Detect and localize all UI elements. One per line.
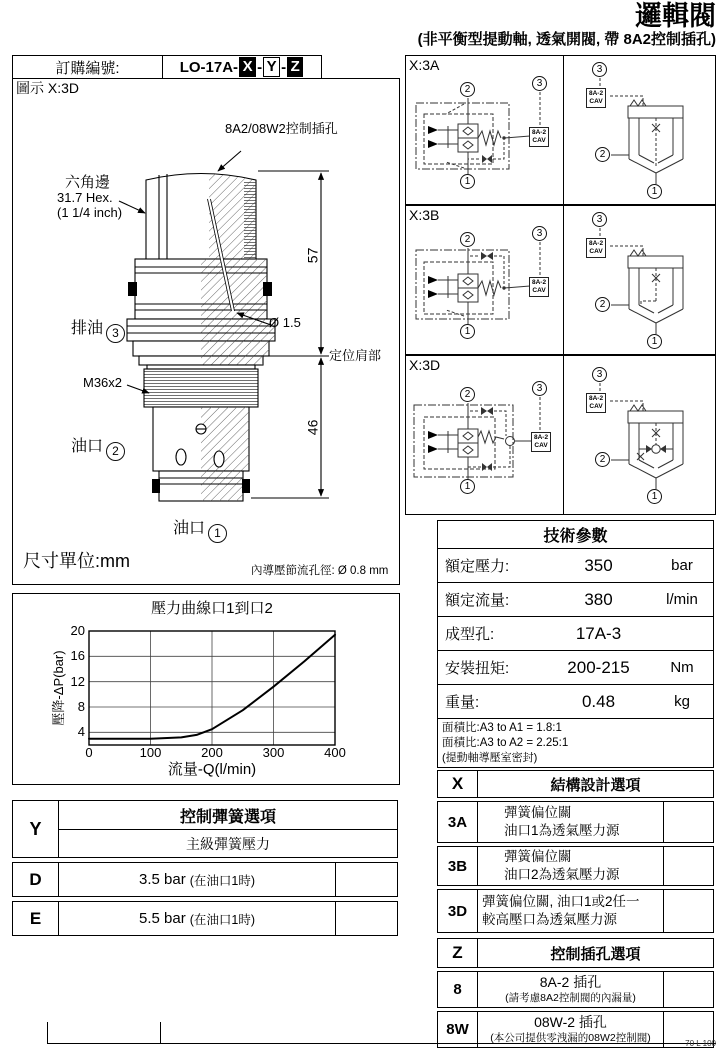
area-ratio-note-3: (提動軸導壓室密封) [442,751,538,764]
page-subtitle: (非平衡型提動軸, 透氣開閥, 帶 8A2控制插孔) [417,31,716,48]
design-options-table [437,770,714,933]
order-number-bar [12,55,322,79]
thread-callout: M36x2 [83,375,123,390]
cav-tag-line1: 8A-2 [532,129,547,136]
control-cavity-callout: 8A2/08W2控制插孔 [225,121,338,136]
pilot-orifice-note: 內導壓節流孔徑: Ø 0.8 mm [251,565,389,577]
design-option-line1: 彈簧偏位關 [504,849,572,865]
hex-callout-cn: 六角邊 [65,174,111,191]
cavity-table-header [437,938,714,968]
design-option-key: 3B [438,847,478,885]
cav-tag-line1: 8A-2 [534,434,549,441]
design-option-key: 3A [438,802,478,842]
spring-options-table [12,800,398,936]
design-option-row-3a [437,801,714,843]
port-2-circle: 2 [106,442,125,461]
orifice-dia-callout: Ø 1.5 [269,315,301,330]
param-name: 額定壓力: [445,558,510,575]
cav-tag-line1: 8A-2 [589,395,604,402]
chart-panel [12,593,400,785]
param-row-weight [438,684,713,718]
cav-tag [529,127,549,147]
port-3-label: 3 [532,76,547,91]
unit-note: 尺寸單位:mm [23,551,130,571]
param-unit: Nm [670,659,694,676]
param-name: 額定流量: [445,592,510,609]
cav-tag [586,393,606,413]
tech-params-table [437,520,714,768]
design-option-line2: 較高壓口為透氣壓力源 [482,912,617,927]
spring-option-value: 3.5 bar [139,871,186,888]
port-3-label: 3 [532,226,547,241]
order-code-sep1: - [257,58,263,76]
port-1-label: 1 [647,184,662,199]
spring-option-row-d [12,862,398,897]
cavity-option-line1: 8A-2 插孔 [539,974,602,991]
y-tick-label: 12 [70,673,85,689]
x-tick-label: 400 [324,745,346,760]
param-row-torque [438,650,713,684]
param-row-flow [438,582,713,616]
x-tick-label: 300 [262,745,285,760]
y-tick-label: 20 [70,623,85,638]
hydraulic-symbol-simplified [563,361,717,511]
param-value: 200-215 [567,657,630,677]
cav-tag-line2: CAV [589,97,603,105]
cav-tag-line2: CAV [589,402,603,410]
area-ratio-notes [438,718,713,767]
design-option-key: 3D [438,890,478,932]
drain-port-callout [71,319,125,343]
footer-note: 70 L 100 [685,1039,716,1048]
schematic-panel-x3d [405,355,716,515]
design-table-header [437,770,714,798]
drain-port-text: 排油 [71,320,104,337]
param-name: 成型孔: [445,626,495,643]
spring-table-key: Y [13,801,59,857]
y-tick-label: 8 [77,699,85,714]
cav-tag-line2: CAV [589,247,603,255]
spring-table-subtitle: 主級彈簧壓力 [186,835,270,852]
cav-tag-line1: 8A-2 [532,279,547,286]
param-value: 380 [584,589,613,609]
empty-option-cell [663,802,713,842]
footer-table-line [47,1043,716,1044]
port-1-label: 1 [647,334,662,349]
port-2-label: 2 [595,452,610,467]
chart-title: 壓力曲線口1到口2 [151,600,273,617]
spring-option-value: 5.5 bar [139,910,186,927]
y-tick-label: 4 [77,724,85,740]
port-2-callout [71,437,125,461]
main-drawing-panel [12,78,400,585]
cavity-option-line1: 08W-2 插孔 [534,1014,607,1031]
chart-x-axis-label: 流量-Q(l/min) [167,761,257,778]
port-1-label: 1 [460,174,475,189]
cavity-table-key: Z [438,939,478,967]
port-2-label: 2 [595,147,610,162]
spring-table-head-right [59,801,397,857]
port-2-label: 2 [460,387,475,402]
cavity-option-key: 8 [438,972,478,1007]
param-name: 安裝扭矩: [445,660,510,677]
empty-option-cell [663,890,713,932]
tech-params-title: 技術參數 [543,528,608,545]
design-table-key: X [438,771,478,797]
port-3-label: 3 [592,62,607,77]
port-1-label: 1 [460,479,475,494]
port-2-text: 油口 [71,438,104,455]
schematic-panel-label: X:3B [409,207,440,223]
spring-option-row-e [12,901,398,936]
cav-tag [529,277,549,297]
order-code-y: Y [263,57,280,76]
spring-option-value-cell [59,863,335,896]
footer-table-divider [160,1022,161,1043]
order-number-code [163,56,321,78]
design-option-desc [478,847,663,885]
cavity-option-line2: (請考慮8A2控制閥的內漏量) [505,991,636,1004]
page-title: 邏輯閥 [635,1,716,31]
schematic-panel-x3b [405,205,716,355]
hydraulic-symbol-simplified [563,56,717,204]
figure-note: 圖示 X:3D [16,80,80,96]
design-option-line1: 彈簧偏位關, 油口1或2任一 [482,894,640,910]
port-1-label: 1 [460,324,475,339]
cav-tag-line2: CAV [534,441,548,449]
schematic-panel-x3a [405,55,716,205]
spring-option-note: (在油口1時) [189,912,255,927]
port-1-label: 1 [647,489,662,504]
port-2-label: 2 [460,82,475,97]
x-tick-label: 100 [139,745,162,760]
schematic-panel-label: X:3A [409,57,440,73]
footer-table-divider [47,1022,48,1043]
spring-option-key: D [13,863,59,896]
port-1-circle: 1 [208,524,227,543]
param-row-pressure [438,548,713,582]
spring-option-value-cell [59,902,335,935]
hydraulic-symbol-simplified [563,206,717,354]
locating-shoulder-callout: 定位肩部 [329,348,382,363]
port-3-circle: 3 [106,324,125,343]
cav-tag-line1: 8A-2 [589,90,604,97]
cav-tag-line2: CAV [532,136,546,144]
hex-callout-inch: (1 1/4 inch) [57,205,123,221]
port-1-callout [173,519,227,543]
param-name: 重量: [445,694,480,711]
area-ratio-note-2: 面積比:A3 to A2 = 2.25:1 [442,736,569,749]
design-option-desc [478,890,663,932]
spring-option-key: E [13,902,59,935]
port-3-label: 3 [532,381,547,396]
param-unit: bar [671,557,693,574]
param-value: 350 [584,555,613,575]
port-1-text: 油口 [173,520,206,537]
cavity-option-key: 8W [438,1012,478,1047]
cavity-option-desc [478,972,663,1007]
design-option-line1: 彈簧偏位關 [504,805,572,821]
dimension-46: 46 [304,419,321,436]
design-option-line2: 油口1為透氣壓力源 [504,823,620,838]
order-code-prefix: LO-17A- [179,58,239,76]
design-table-title: 結構設計選項 [550,776,641,794]
y-tick-label: 16 [70,648,85,664]
design-option-row-3b [437,846,714,886]
dimension-57: 57 [304,247,321,264]
empty-option-cell [335,902,397,935]
cav-tag-line2: CAV [532,286,546,294]
order-code-x: X [239,57,256,76]
spring-option-note: (在油口1時) [189,873,255,888]
port-3-label: 3 [592,212,607,227]
cav-tag [531,432,551,452]
cav-tag [586,238,606,258]
empty-option-cell [663,972,713,1007]
area-ratio-note-1: 面積比:A3 to A1 = 1.8:1 [442,722,562,734]
schematic-panel-label: X:3D [409,357,441,373]
param-row-cavity [438,616,713,650]
param-value: 17A-3 [575,623,622,643]
cavity-table-title: 控制插孔選項 [550,945,641,963]
cav-tag [586,88,606,108]
port-3-label: 3 [592,367,607,382]
cav-tag-line1: 8A-2 [589,240,604,247]
spring-table-header [12,800,398,858]
x-tick-label: 0 [85,745,93,760]
order-code-z: Z [287,57,303,76]
x-tick-label: 200 [201,745,223,760]
cavity-option-row-8 [437,971,714,1008]
spring-table-title: 控制彈簧選項 [59,801,397,830]
empty-option-cell [663,847,713,885]
param-unit: l/min [666,591,698,608]
cavity-option-line2: (本公司提供零洩漏的08W2控制閥) [490,1031,651,1044]
port-2-label: 2 [460,232,475,247]
empty-option-cell [335,863,397,896]
hex-callout [57,174,122,221]
cavity-option-desc [478,1012,663,1047]
param-unit: kg [674,693,690,710]
chart-y-axis-label: 壓降-ΔP(bar) [51,650,67,726]
hex-callout-size: 31.7 Hex. [57,190,113,206]
cavity-options-table [437,938,714,1048]
order-number-label: 訂購編號: [13,56,163,78]
design-option-desc [478,802,663,842]
order-code-sep2: - [281,58,287,76]
port-2-label: 2 [595,297,610,312]
param-value: 0.48 [581,691,616,711]
design-option-row-3d [437,889,714,933]
design-option-line2: 油口2為透氣壓力源 [504,867,620,882]
